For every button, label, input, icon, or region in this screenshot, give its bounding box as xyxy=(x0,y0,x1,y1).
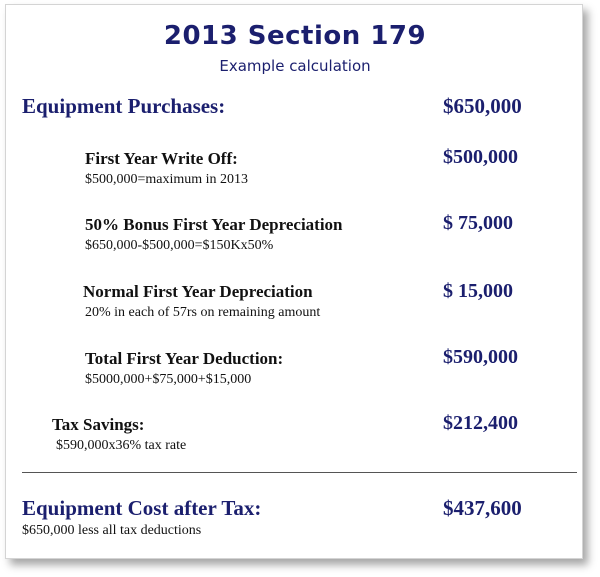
divider-line xyxy=(22,472,577,473)
tax-savings-note: $590,000x36% tax rate xyxy=(56,438,187,453)
total-deduction-note: $5000,000+$75,000+$15,000 xyxy=(85,372,252,387)
calculation-card xyxy=(5,4,583,559)
equipment-cost-after-tax-label: Equipment Cost after Tax: xyxy=(22,496,262,520)
total-deduction-label: Total First Year Deduction: xyxy=(85,349,284,368)
equipment-cost-after-tax-note: $650,000 less all tax deductions xyxy=(22,523,202,538)
normal-depreciation-note: 20% in each of 57rs on remaining amount xyxy=(85,305,321,320)
total-deduction-amount: $590,000 xyxy=(443,346,518,368)
bonus-depreciation-amount: $ 75,000 xyxy=(443,212,513,234)
equipment-purchases-label: Equipment Purchases: xyxy=(22,94,226,118)
bonus-depreciation-note: $650,000-$500,000=$150Kx50% xyxy=(85,238,274,253)
tax-savings-label: Tax Savings: xyxy=(52,415,145,434)
equipment-purchases-amount: $650,000 xyxy=(443,94,522,118)
page-title: 2013 Section 179 xyxy=(163,21,427,51)
first-year-write-off-amount: $500,000 xyxy=(443,146,518,168)
first-year-write-off-label: First Year Write Off: xyxy=(85,149,238,168)
normal-depreciation-amount: $ 15,000 xyxy=(443,280,513,302)
equipment-cost-after-tax-amount: $437,600 xyxy=(443,496,522,520)
normal-depreciation-label: Normal First Year Depreciation xyxy=(83,282,313,301)
page-subtitle: Example calculation xyxy=(219,57,371,75)
first-year-write-off-note: $500,000=maximum in 2013 xyxy=(85,172,249,187)
tax-savings-amount: $212,400 xyxy=(443,412,518,434)
bonus-depreciation-label: 50% Bonus First Year Depreciation xyxy=(85,215,343,234)
